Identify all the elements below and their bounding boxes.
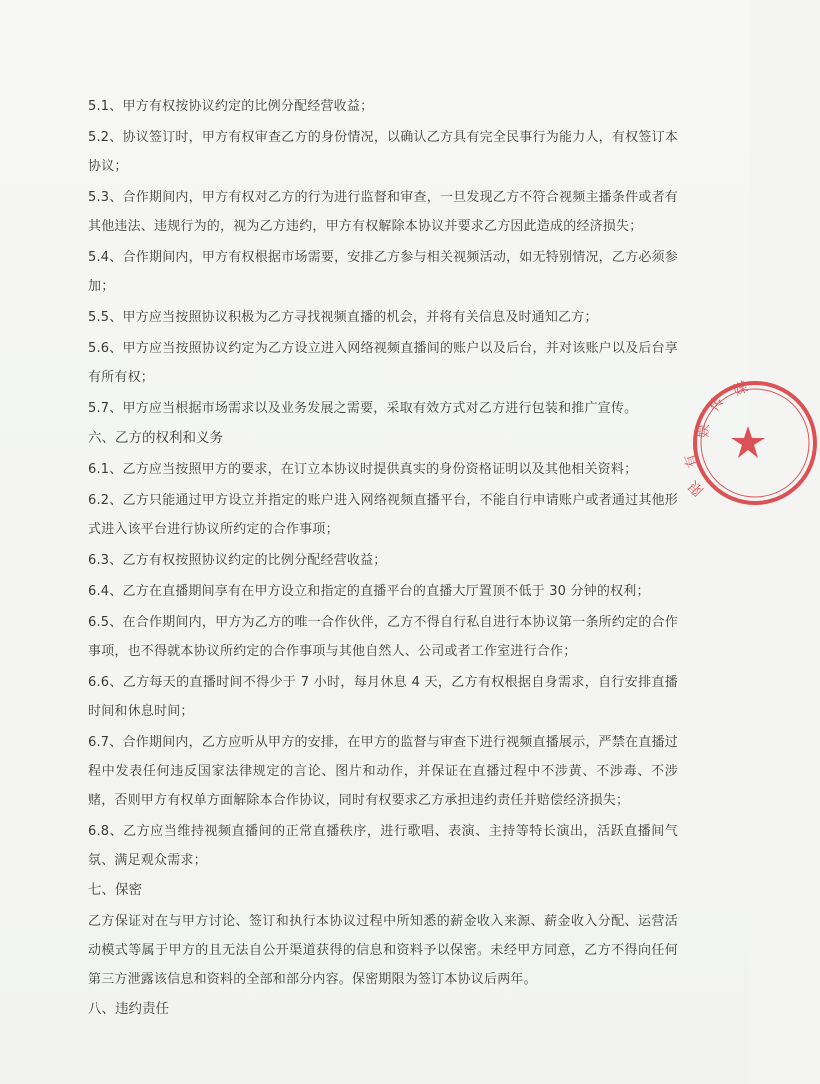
- company-seal-stamp: [681, 378, 820, 508]
- clause-5-4: 5.4、合作期间内，甲方有权根据市场需要，安排乙方参与相关视频活动，如无特别情况，乙方必须参加；: [88, 250, 678, 294]
- clause-5-6: 5.6、甲方应当按照协议约定为乙方设立进入网络视频直播间的账户以及后台，并对该账户以及后台享有所有权；: [88, 341, 678, 385]
- section-7-text: 乙方保证对在与甲方讨论、签订和执行本协议过程中所知悉的薪金收入来源、薪金收入分配、运营活动模式等属于甲方的且无法自公开渠道获得的信息和资料予以保密。未经甲方同意，乙方不得向任何第三方泄露该信息和资料的全部和部分内容。保密期限为签订本协议后两年。: [88, 914, 678, 987]
- clause-6-3: 6.3、乙方有权按照协议约定的比例分配经营收益；: [88, 553, 387, 568]
- clause-6-2: 6.2、乙方只能通过甲方设立并指定的账户进入网络视频直播平台，不能自行申请账户或者通过其他形式进入该平台进行协议所约定的合作事项；: [88, 493, 678, 537]
- clause-6-5: 6.5、在合作期间内，甲方为乙方的唯一合作伙伴，乙方不得自行私自进行本协议第一条所约定的合作事项，也不得就本协议所约定的合作事项与其他自然人、公司或者工作室进行合作；: [88, 615, 678, 659]
- clause-6-4: 6.4、乙方在直播期间享有在甲方设立和指定的直播平台的直播大厅置顶不低于 30 分钟的权利；: [88, 584, 650, 599]
- clause-5-5: 5.5、甲方应当按照协议积极为乙方寻找视频直播的机会，并将有关信息及时通知乙方；: [88, 310, 598, 325]
- clause-6-1: 6.1、乙方应当按照甲方的要求，在订立本协议时提供真实的身份资格证明以及其他相关资料；: [88, 462, 638, 477]
- svg-text:传: 传: [706, 393, 728, 415]
- clause-5-3: 5.3、合作期间内，甲方有权对乙方的行为进行监督和审查，一旦发现乙方不符合视频主播条件或者有其他违法、违规行为的，视为乙方违约，甲方有权解除本协议并要求乙方因此造成的经济损失；: [88, 190, 678, 234]
- clause-6-8: 6.8、乙方应当维持视频直播间的正常直播秩序，进行歌唱、表演、主持等特长演出，活跃直播间气氛、满足观众需求；: [88, 824, 678, 868]
- clause-5-2: 5.2、协议签订时，甲方有权审查乙方的身份情况，以确认乙方具有完全民事行为能力人，有权签订本协议；: [88, 130, 678, 174]
- clause-6-7: 6.7、合作期间内，乙方应听从甲方的安排，在甲方的监督与审查下进行视频直播展示，严禁在直播过程中发表任何违反国家法律规定的言论、图片和动作，并保证在直播过程中不涉黄、不涉毒、不涉赌，否则甲方有权单方面解除本合作协议，同时有权要求乙方承担违约责任并赔偿经济损失；: [88, 735, 678, 808]
- section-6-heading: 六、乙方的权利和义务: [88, 430, 223, 446]
- clause-5-7: 5.7、甲方应当根据市场需求以及业务发展之需要，采取有效方式对乙方进行包装和推广宣传。: [88, 401, 638, 416]
- svg-text:媒: 媒: [730, 379, 751, 400]
- svg-text:娱: 娱: [696, 424, 712, 438]
- svg-text:限: 限: [685, 477, 707, 499]
- document-body: [88, 92, 678, 1024]
- clause-6-6: 6.6、乙方每天的直播时间不得少于 7 小时，每月休息 4 天，乙方有权根据自身需求，自行安排直播时间和休息时间；: [88, 675, 678, 719]
- section-8-heading: 八、违约责任: [88, 1001, 169, 1017]
- section-7-heading: 七、保密: [88, 882, 142, 898]
- clause-5-1: 5.1、甲方有权按协议约定的比例分配经营收益；: [88, 99, 374, 114]
- svg-text:有: 有: [681, 451, 702, 471]
